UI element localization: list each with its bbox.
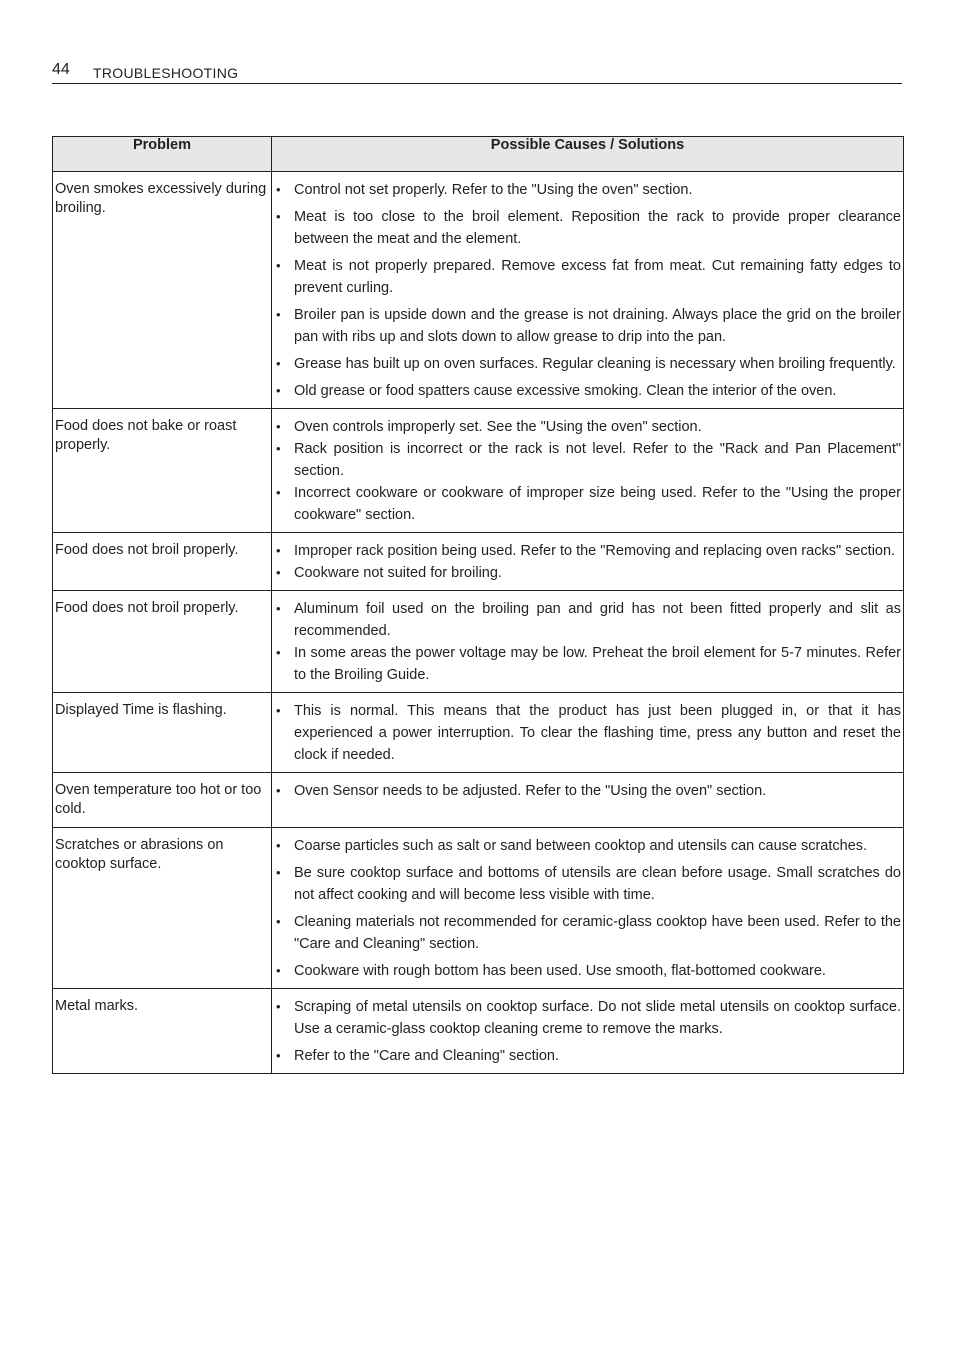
cause-item	[276, 960, 901, 982]
bullet-icon: •	[276, 441, 281, 456]
table-row	[53, 591, 904, 693]
bullet-icon: •	[276, 703, 281, 718]
causes-cell	[272, 591, 904, 693]
causes-cell	[272, 989, 904, 1074]
bullet-icon: •	[276, 383, 281, 398]
causes-cell	[272, 409, 904, 533]
cause-item	[276, 353, 901, 375]
cause-item	[276, 642, 901, 686]
cause-text: Grease has built up on oven surfaces. Regular cleaning is necessary when broiling frequently.	[294, 356, 896, 372]
cause-text: Coarse particles such as salt or sand between cooktop and utensils can cause scratches.	[294, 838, 868, 854]
bullet-icon: •	[276, 838, 281, 853]
cause-item	[276, 206, 901, 250]
bullet-icon: •	[276, 865, 281, 880]
cause-text: Old grease or food spatters cause excessive smoking. Clean the interior of the oven.	[294, 383, 837, 399]
problem-cell: Oven temperature too hot or too cold.	[53, 773, 272, 828]
page-number: 44	[52, 61, 70, 78]
causes-list	[276, 540, 901, 584]
problem-cell: Scratches or abrasions on cooktop surface.	[53, 828, 272, 989]
causes-list	[276, 598, 901, 686]
column-header-problem: Problem	[53, 137, 272, 172]
bullet-icon: •	[276, 963, 281, 978]
column-header-causes: Possible Causes / Solutions	[272, 137, 904, 172]
cause-item	[276, 562, 901, 584]
cause-item	[276, 438, 901, 482]
troubleshooting-table	[52, 136, 904, 1074]
cause-item	[276, 304, 901, 348]
bullet-icon: •	[276, 182, 281, 197]
causes-cell	[272, 172, 904, 409]
cause-text: Meat is not properly prepared. Remove excess fat from meat. Cut remaining fatty edges to prevent curling.	[294, 258, 901, 296]
problem-cell: Food does not bake or roast properly.	[53, 409, 272, 533]
cause-text: Incorrect cookware or cookware of improper size being used. Refer to the "Using the proper cookware" section.	[294, 485, 901, 523]
problem-cell: Displayed Time is flashing.	[53, 693, 272, 773]
table-row	[53, 989, 904, 1074]
bullet-icon: •	[276, 645, 281, 660]
cause-item	[276, 996, 901, 1040]
table-row	[53, 533, 904, 591]
section-title: TROUBLESHOOTING	[93, 65, 239, 81]
table-header-row	[53, 137, 904, 172]
cause-item	[276, 598, 901, 642]
problem-cell: Food does not broil properly.	[53, 533, 272, 591]
cause-item	[276, 700, 901, 766]
causes-list	[276, 179, 901, 402]
cause-item	[276, 1045, 901, 1067]
causes-cell	[272, 773, 904, 828]
cause-text: Rack position is incorrect or the rack is not level. Refer to the "Rack and Pan Placement" section.	[294, 441, 901, 479]
bullet-icon: •	[276, 258, 281, 273]
bullet-icon: •	[276, 914, 281, 929]
bullet-icon: •	[276, 307, 281, 322]
causes-list	[276, 996, 901, 1067]
cause-text: Cookware with rough bottom has been used. Use smooth, flat-bottomed cookware.	[294, 963, 826, 979]
causes-cell	[272, 828, 904, 989]
causes-list	[276, 780, 901, 802]
causes-list	[276, 700, 901, 766]
cause-text: Be sure cooktop surface and bottoms of utensils are clean before usage. Small scratches do not affect cooking and will become less visible with time.	[294, 865, 901, 903]
problem-cell: Oven smokes excessively during broiling.	[53, 172, 272, 409]
cause-item	[276, 482, 901, 526]
problem-cell: Food does not broil properly.	[53, 591, 272, 693]
table-row	[53, 409, 904, 533]
problem-cell: Metal marks.	[53, 989, 272, 1074]
cause-text: Scraping of metal utensils on cooktop surface. Do not slide metal utensils on cooktop surface. Use a ceramic-glass cooktop cleaning creme to remove the marks.	[294, 999, 901, 1037]
cause-item	[276, 911, 901, 955]
cause-text: Cookware not suited for broiling.	[294, 565, 502, 581]
cause-text: Improper rack position being used. Refer to the "Removing and replacing oven racks" section.	[294, 543, 896, 559]
cause-item	[276, 255, 901, 299]
table-row	[53, 693, 904, 773]
causes-list	[276, 416, 901, 526]
causes-list	[276, 835, 901, 982]
cause-item	[276, 179, 901, 201]
table-row	[53, 172, 904, 409]
cause-text: Cleaning materials not recommended for ceramic-glass cooktop have been used. Refer to the "Care and Cleaning" section.	[294, 914, 901, 952]
cause-item	[276, 862, 901, 906]
cause-item	[276, 780, 901, 802]
cause-text: Aluminum foil used on the broiling pan and grid has not been fitted properly and slit as recommended.	[294, 601, 901, 639]
cause-item	[276, 835, 901, 857]
bullet-icon: •	[276, 783, 281, 798]
cause-text: In some areas the power voltage may be low. Preheat the broil element for 5-7 minutes. Refer to the Broiling Guide.	[294, 645, 901, 683]
page-header	[52, 58, 902, 84]
causes-cell	[272, 693, 904, 773]
cause-text: Refer to the "Care and Cleaning" section.	[294, 1048, 560, 1064]
bullet-icon: •	[276, 999, 281, 1014]
table-row	[53, 773, 904, 828]
bullet-icon: •	[276, 419, 281, 434]
cause-item	[276, 380, 901, 402]
bullet-icon: •	[276, 209, 281, 224]
table-row	[53, 828, 904, 989]
cause-text: This is normal. This means that the product has just been plugged in, or that it has experienced a power interruption. To clear the flashing time, press any button and reset the clock if needed.	[294, 703, 901, 763]
bullet-icon: •	[276, 543, 281, 558]
bullet-icon: •	[276, 1048, 281, 1063]
cause-text: Meat is too close to the broil element. Reposition the rack to provide proper clearance between the meat and the element.	[294, 209, 901, 247]
cause-text: Broiler pan is upside down and the grease is not draining. Always place the grid on the broiler pan with ribs up and slots down to allow grease to drip into the pan.	[294, 307, 901, 345]
bullet-icon: •	[276, 601, 281, 616]
bullet-icon: •	[276, 356, 281, 371]
bullet-icon: •	[276, 565, 281, 580]
cause-item	[276, 416, 901, 438]
causes-cell	[272, 533, 904, 591]
cause-text: Control not set properly. Refer to the "Using the oven" section.	[294, 182, 693, 198]
cause-text: Oven controls improperly set. See the "Using the oven" section.	[294, 419, 702, 435]
bullet-icon: •	[276, 485, 281, 500]
cause-item	[276, 540, 901, 562]
cause-text: Oven Sensor needs to be adjusted. Refer to the "Using the oven" section.	[294, 783, 767, 799]
